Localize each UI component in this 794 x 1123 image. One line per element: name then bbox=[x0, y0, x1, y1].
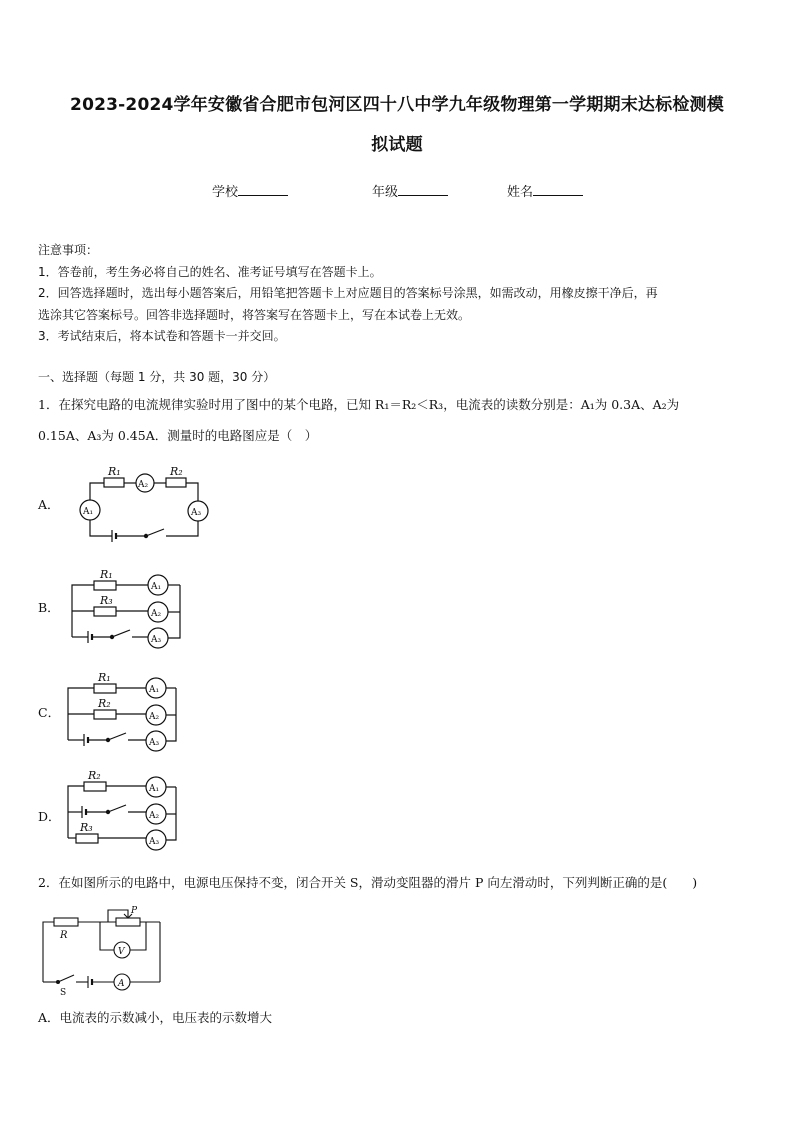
resistor-r2 bbox=[166, 478, 186, 487]
label-r: R bbox=[60, 930, 68, 941]
circuit-b-diagram bbox=[64, 565, 194, 650]
grade-label: 年级 bbox=[372, 185, 399, 200]
label-a: A bbox=[118, 979, 125, 989]
school-label: 学校 bbox=[212, 185, 239, 200]
label-r3: R₃ bbox=[100, 594, 113, 607]
label-r1: R₁ bbox=[100, 568, 113, 581]
label-a3: A₃ bbox=[149, 837, 160, 847]
resistor-r2 bbox=[84, 782, 106, 791]
resistor-r1 bbox=[104, 478, 124, 487]
label-a2: A₂ bbox=[138, 480, 149, 490]
label-a1: A₁ bbox=[149, 784, 160, 794]
question-2-option-a: A．电流表的示数减小，电压表的示数增大 bbox=[38, 1010, 273, 1025]
resistor-r3 bbox=[94, 607, 116, 616]
label-p: P bbox=[131, 906, 138, 916]
label-a1: A₁ bbox=[149, 685, 160, 695]
section-heading: 一、选择题（每题 1 分，共 30 题，30 分） bbox=[38, 370, 276, 384]
notice-block bbox=[38, 240, 760, 348]
option-b-label: B． bbox=[38, 600, 60, 615]
resistor-r bbox=[54, 918, 78, 926]
question-2-text: 2．在如图所示的电路中，电源电压保持不变，闭合开关 S，滑动变阻器的滑片 P 向左滑动时，下列判断正确的是( ) bbox=[38, 875, 698, 890]
label-a1: A₁ bbox=[83, 507, 94, 517]
resistor-r3 bbox=[76, 834, 98, 843]
question-1-line1: 1．在探究电路的电流规律实验时用了图中的某个电路，已知 R₁＝R₂＜R₃，电流表的读数分别是：A₁为 0.3A、A₂为 bbox=[38, 397, 680, 412]
page-title-continued: 拟试题 bbox=[371, 135, 423, 155]
label-a1: A₁ bbox=[151, 582, 162, 592]
grade-field bbox=[372, 181, 448, 200]
rheostat bbox=[116, 918, 140, 926]
label-a2: A₂ bbox=[149, 811, 160, 821]
school-blank bbox=[238, 184, 288, 196]
label-r1: R₁ bbox=[108, 465, 121, 478]
page-title: 2023-2024学年安徽省合肥市包河区四十八中学九年级物理第一学期期末达标检测模 bbox=[70, 95, 724, 115]
circuit-d-diagram bbox=[60, 766, 190, 856]
label-r2: R₂ bbox=[98, 697, 111, 710]
label-s: S bbox=[60, 988, 67, 996]
label-r2: R₂ bbox=[88, 769, 101, 782]
label-a3: A₃ bbox=[149, 738, 160, 748]
option-d-label: D． bbox=[38, 809, 61, 824]
name-blank bbox=[533, 184, 583, 196]
label-a2: A₂ bbox=[149, 712, 160, 722]
name-label: 姓名 bbox=[507, 185, 534, 200]
label-a2: A₂ bbox=[151, 609, 162, 619]
label-r2: R₂ bbox=[170, 465, 183, 478]
grade-blank bbox=[398, 184, 448, 196]
resistor-r2 bbox=[94, 710, 116, 719]
school-field bbox=[212, 181, 288, 200]
label-v: V bbox=[118, 947, 125, 957]
option-a-label: A． bbox=[38, 497, 60, 512]
circuit-c-diagram bbox=[60, 668, 190, 754]
option-c-label: C． bbox=[38, 705, 61, 720]
notice-item: 3．考试结束后，将本试卷和答题卡一并交回。 bbox=[38, 329, 286, 343]
label-a3: A₃ bbox=[151, 635, 162, 645]
notice-item: 1．答卷前，考生务必将自己的姓名、准考证号填写在答题卡上。 bbox=[38, 264, 382, 279]
resistor-r1 bbox=[94, 684, 116, 693]
circuit-q2-diagram bbox=[36, 904, 166, 996]
notice-heading: 注意事项： bbox=[38, 243, 99, 257]
question-1-line2: 0.15A、A₃为 0.45A．测量时的电路图应是（ ） bbox=[38, 428, 318, 443]
circuit-a-diagram bbox=[70, 460, 220, 550]
notice-item: 选涂其它答案标号。回答非选择题时，将答案写在答题卡上，写在本试卷上无效。 bbox=[38, 307, 471, 322]
label-r1: R₁ bbox=[98, 671, 111, 684]
resistor-r1 bbox=[94, 581, 116, 590]
label-r3: R₃ bbox=[80, 821, 93, 834]
name-field bbox=[507, 181, 583, 200]
label-a3: A₃ bbox=[191, 508, 202, 518]
notice-item: 2．回答选择题时，选出每小题答案后，用铅笔把答题卡上对应题目的答案标号涂黑，如需改动，用橡皮擦干净后，再 bbox=[38, 286, 658, 300]
